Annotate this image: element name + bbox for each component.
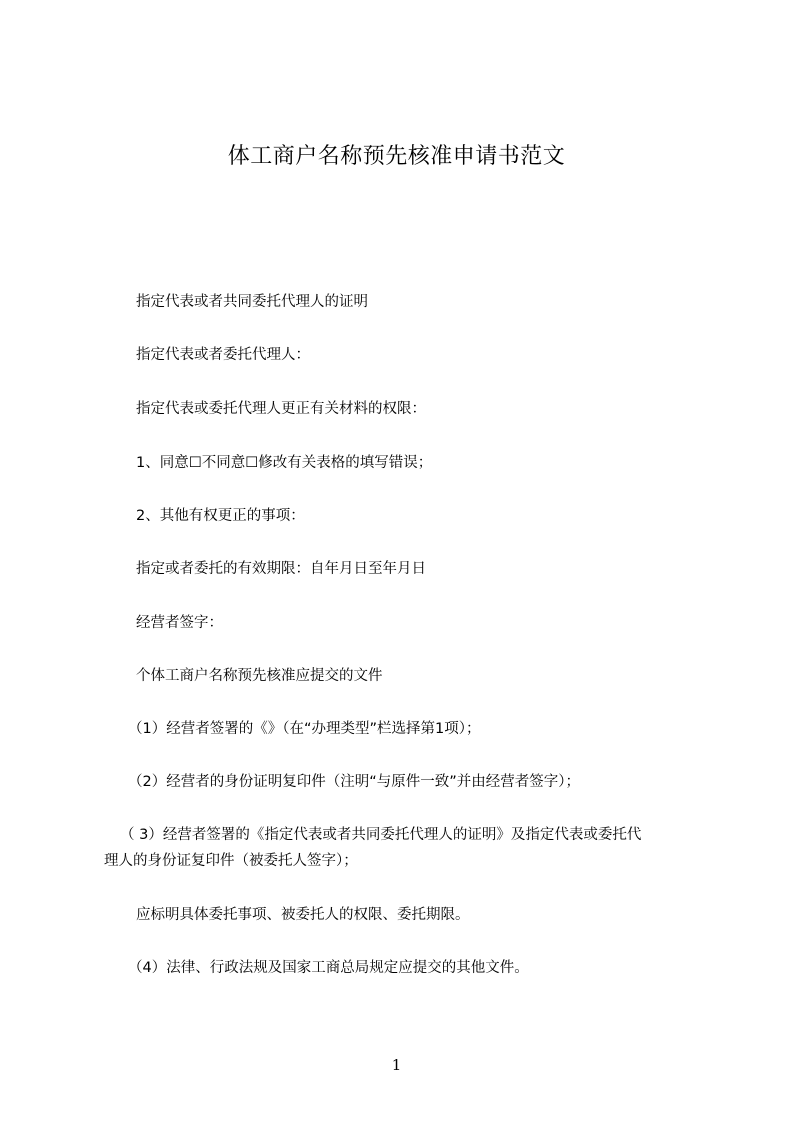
paragraph-file-3 (104, 822, 716, 874)
paragraph-operator-signature: 经营者签字： (136, 615, 223, 631)
paragraph-validity-period: 指定或者委托的有效期限：自年月日至年月日 (136, 561, 426, 577)
document-title: 体工商户名称预先核准申请书范文 (227, 144, 566, 169)
paragraph-delegation-note: 应标明具体委托事项、被委托人的权限、委托期限。 (136, 907, 470, 923)
paragraph-file-3-line-2: 理人的身份证复印件（被委托人签字）； (104, 853, 358, 869)
paragraph-proof-heading: 指定代表或者共同委托代理人的证明 (136, 294, 368, 310)
paragraph-file-4: （4）法律、行政法规及国家工商总局规定应提交的其他文件。 (128, 960, 529, 976)
paragraph-file-3-line-1: （ 3）经营者签署的《指定代表或者共同委托代理人的证明》及指定代表或委托代 (120, 827, 642, 843)
paragraph-item-1: 1、同意☐不同意☐修改有关表格的填写错误； (136, 455, 433, 471)
paragraph-file-1: （1）经营者签署的《》（在“办理类型”栏选择第1项）； (128, 721, 481, 737)
paragraph-designated-representative: 指定代表或者委托代理人： (136, 347, 310, 363)
paragraph-item-2: 2、其他有权更正的事项： (136, 508, 305, 524)
paragraph-file-2: （2）经营者的身份证明复印件（注明“与原件一致”并由经营者签字）； (128, 774, 580, 790)
paragraph-required-files-heading: 个体工商户名称预先核准应提交的文件 (136, 668, 383, 684)
page-number: 1 (391, 1056, 402, 1074)
paragraph-correction-authority: 指定代表或委托代理人更正有关材料的权限： (136, 401, 426, 417)
